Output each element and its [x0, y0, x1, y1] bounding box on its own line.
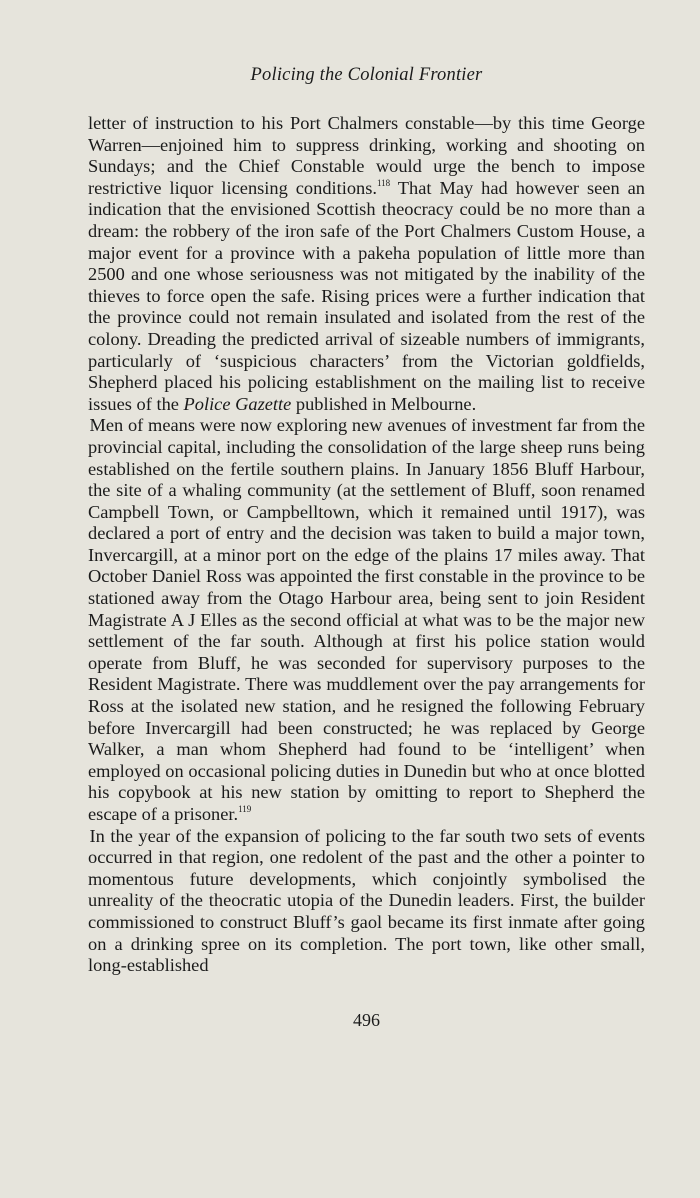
- text-segment: That May had however seen an indication that the envisioned Scottish theocracy could be no more than a dream: the robbery of the iron safe of the Port Chalmers Custom House, a major event for a province with a pakeha population of little more than 2500 and one whose seriousness was not mitigated by the inability of the thieves to force open the safe. Rising prices were a further indication that the province could not remain insulated and isolated from the rest of the colony. Dreading the predicted arrival of sizeable numbers of immigrants, particularly of ‘suspicious characters’ from the Victorian goldfields, Shepherd placed his policing establishment on the mailing list to receive issues of the: [88, 177, 645, 414]
- paragraph-1: [88, 113, 645, 415]
- footnote-marker-118: 118: [377, 177, 391, 188]
- running-head: Policing the Colonial Frontier: [250, 65, 483, 85]
- text-segment: In the year of the expansion of policing to the far south two sets of events occurred in that region, one redolent of the past and the other a pointer to momentous future developments, which conjointly symbolised the unreality of the theocratic utopia of the Dunedin leaders. First, the builder commissioned to construct Bluff’s gaol became its first inmate after going on a drinking spree on its completion. The port town, like other small, long-established: [88, 825, 645, 976]
- body-text: [88, 113, 645, 977]
- book-page: [88, 0, 645, 1198]
- publication-title: Police Gazette: [183, 393, 292, 414]
- paragraph-2: [88, 415, 645, 825]
- text-segment: published in Melbourne.: [291, 393, 477, 414]
- text-segment: Men of means were now exploring new avenues of investment far from the provincial capital, including the consolidation of the large sheep runs being established on the fertile southern plains. In January 1856 Bluff Harbour, the site of a whaling community (at the settlement of Bluff, soon renamed Campbell Town, or Campbelltown, which it remained until 1917), was declared a port of entry and the decision was taken to build a major town, Invercargill, at a minor port on the edge of the plains 17 miles away. That October Daniel Ross was appointed the first constable in the province to be stationed away from the Otago Harbour area, being sent to join Resident Magistrate A J Elles as the second official at what was to be the major new settlement of the far south. Although at first his police station would operate from Bluff, he was seconded for supervisory purposes to the Resident Magistrate. There was muddlement over the pay arrangements for Ross at the isolated new station, and he resigned the following February before Invercargill had been constructed; he was replaced by George Walker, a man whom Shepherd had found to be ‘intelligent’ when employed on occasional policing duties in Dunedin but who at once blotted his copybook at his new station by omitting to report to Shepherd the escape of a prisoner.: [88, 415, 645, 824]
- paragraph-3: [88, 826, 645, 977]
- footnote-marker-119: 119: [238, 804, 252, 814]
- text-segment: letter of instruction to his Port Chalmers constable—by this time George Warren—enjoined him to suppress drinking, working and shooting on Sundays; and the Chief Constable would urge the bench to impose restrictive liquor licensing conditions.: [88, 113, 645, 198]
- page-number: 496: [353, 1010, 380, 1030]
